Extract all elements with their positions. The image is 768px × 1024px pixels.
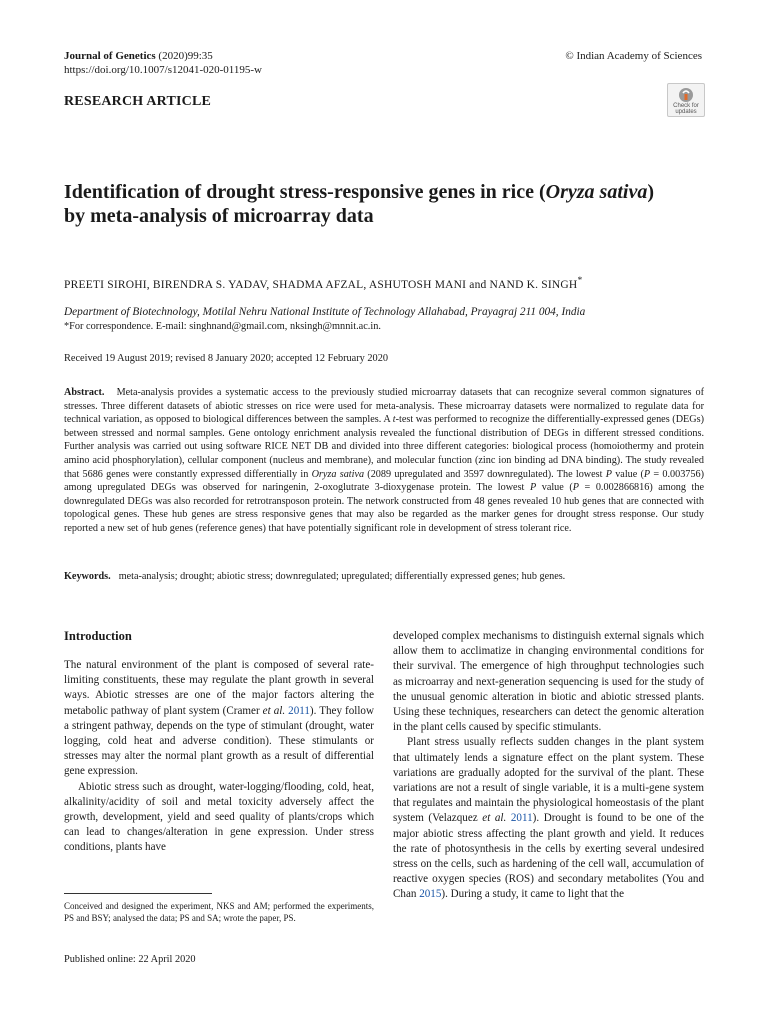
publisher-copyright: © Indian Academy of Sciences [565,50,702,62]
abstract-text-1: Meta-analysis provides a systematic access to the previously studied microarray datasets that can recognize several common signatures of stresses. Three different datasets of abiotic stresses on rice were used for meta-analysis. These microarray datasets were normalized to regulate data for technical variation, as opposed to biological differences between the samples. A [64,387,704,426]
abstract-text-5: = 0.003756) among upregulated DEGs was observed for naringenin, 2-oxoglutrate 3-dioxygenase protein. The lowest [64,468,704,494]
abstract-p1: P [605,468,612,480]
badge-line1: Check for [673,103,699,109]
keywords [64,571,704,582]
title-species: Oryza sativa [545,181,648,203]
left-column [64,658,374,856]
abstract-text-2: -test was performed to recognize the differentially-expressed genes (DEGs) between stressed and normal samples. Gene ontology enrichment analysis revealed the functional distribution of DEGs in different stressed conditions. Further analysis was carried out using software RICE NET DB and divided into three different categories: biological process (homoiothermy and protein amino acid phosphorylation), cellular component (nucleus and membrane), and molecular function (zinc ion binding ad DNA binding). The study revealed that 5686 genes were constantly expressed differentially in [64,414,704,480]
footnote-divider [64,893,212,894]
intro-paragraph-2: Abiotic stress such as drought, water-logging/flooding, cold, heat, alkalinity/acidity of soil and metal toxicity adversely affect the growth, development, yield and seed quality of plants/crops which can lead to changes/alteration in gene expression. Under stress conditions, plants have [64,780,374,854]
abstract-p4: P [572,482,579,494]
title-line2: by meta-analysis of microarray data [64,205,374,227]
abstract-p3: P [529,482,537,494]
journal-name: Journal of Genetics [64,50,156,62]
check-for-updates-badge[interactable] [667,83,705,117]
intro-p1-etal: et al. [262,704,286,717]
intro-p4-text-a: Plant stress usually reflects sudden changes in the plant system that ultimately lends a signature effect on the plant system. These variations are gradually adopted for the survival of the plant. These variations are not a result of single variable, it is a multi-gene system that regulates and maintain the physiological homeostasis of the plant system (Velazquez [393,736,704,825]
section-heading-introduction: Introduction [64,629,132,643]
intro-p1-text-a: The natural environment of the plant is composed of several rate-limiting constituents, these may regulate the plant growth in several ways. Abiotic stresses are one of the major factors altering the metabolic pathway of plant system (Cramer [64,659,374,717]
abstract-text-4: value ( [611,468,644,480]
abstract-t-italic: t [392,414,396,426]
abstract-p2: P [643,468,651,480]
affiliation: Department of Biotechnology, Motilal Nehru National Institute of Technology Allahabad, Prayagraj 211 004, India [64,306,586,318]
intro-paragraph-4 [393,735,704,902]
doi-link[interactable]: https://doi.org/10.1007/s12041-020-01195-w [64,64,262,76]
citation-link[interactable]: 2011 [288,704,310,717]
title-part1: Identification of drought stress-responsive genes in rice ( [64,181,546,203]
intro-paragraph-3: developed complex mechanisms to distinguish external signals which allow them to acclimatize in changing environmental conditions for their survival. The emergence of high throughput technologies such as microarray and next-generation sequencing is used for the study of the unusual genomic alteration in biotic and abiotic stressed plants. Using these techniques, researchers can detect the genomic alteration in the plant cells caused by specific stimulants. [393,630,704,734]
citation-link[interactable]: 2015 [419,888,442,901]
abstract-label: Abstract. [64,387,105,398]
correspondence: *For correspondence. E-mail: singhnand@gmail.com, nksingh@mnnit.ac.in. [64,321,381,332]
journal-volume: (2020)99:35 [155,50,213,62]
article-type: RESEARCH ARTICLE [64,94,212,109]
abstract-species: Oryza sativa [311,468,365,480]
author-list [64,275,582,291]
abstract [64,386,704,536]
corresponding-mark: * [577,275,583,286]
published-online-date: Published online: 22 April 2020 [64,954,196,965]
abstract-text-3: (2089 upregulated and 3597 downregulated). The lowest [364,468,606,480]
check-updates-icon [678,87,694,103]
author-names: PREETI SIROHI, BIRENDRA S. YADAV, SHADMA AFZAL, ASHUTOSH MANI and NAND K. SINGH [64,278,578,291]
badge-line2: updates [675,109,697,115]
intro-p1-text-b: ). They follow a stringent pathway, depends on the type of stimulant (drought, water logging, cold heat and adverse condition). These stimulants or stresses may alter the normal plant growth as a result of differential gene expression. [64,704,374,778]
article-title [64,180,714,228]
intro-paragraph-1 [64,658,374,780]
right-column [393,629,704,903]
keywords-text: meta-analysis; drought; abiotic stress; downregulated; upregulated; differentially expressed genes; hub genes. [118,571,566,582]
publication-dates: Received 19 August 2019; revised 8 January 2020; accepted 12 February 2020 [64,353,388,364]
title-part2: ) [647,181,654,203]
journal-citation [64,49,213,63]
intro-p4-text-b: ). Drought is found to be one of the major abiotic stress affecting the plant growth and yield. It reduces the rate of photosynthesis in the cells by exerting several undesired stress on the cells, such as hardening of the cell wall, accumulation of reactive oxygen species (ROS) and secondary metabolites (You and Chan [393,812,704,901]
author-contributions-footnote: Conceived and designed the experiment, NKS and AM; performed the experiments, PS and BSY; analysed the data; PS and SA; wrote the paper, PS. [64,901,374,923]
citation-link[interactable]: 2011 [510,812,533,825]
abstract-text-7: = 0.002866816) among the downregulated DEGs was also recorded for retrotransposon protein. The network constructed from 48 genes revealed 10 hub genes that are connected with topological genes. These hub genes are stress responsive genes that may also be regarded as the marker genes for drought stress response. Our study reported a new set of hub genes (reference genes) that have potentially significant role in development of stress tolerant rice. [64,482,704,534]
intro-p4-etal: et al. [482,812,507,825]
abstract-text-6: value ( [536,482,573,494]
intro-p4-text-c: ). During a study, it came to light that the [441,888,624,901]
keywords-label: Keywords. [64,571,111,582]
